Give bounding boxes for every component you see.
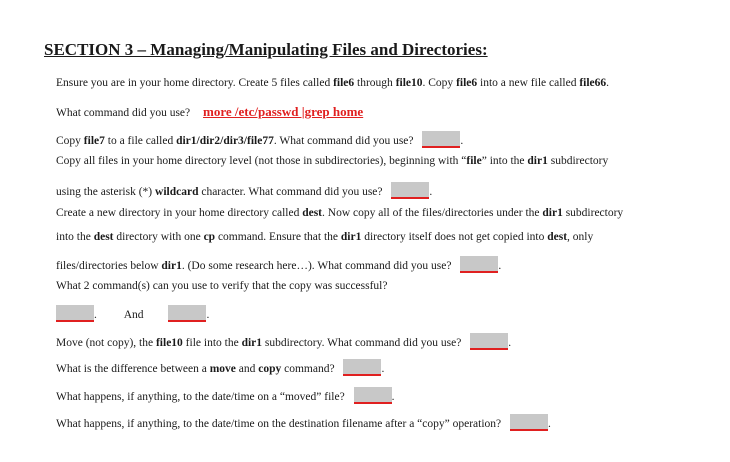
text-run: command. Ensure that the (215, 231, 341, 243)
bold-term: file6 (456, 77, 478, 89)
text-run: Copy (56, 135, 84, 147)
text-run: Move (not copy), the (56, 337, 156, 349)
bold-term: copy (258, 363, 282, 375)
text-run: to a file called (104, 135, 177, 147)
text-run: . (606, 77, 610, 89)
text-run: command? (281, 363, 338, 375)
instruction-line-4 (56, 155, 608, 167)
bold-term: file (466, 155, 482, 167)
text-run: What happens, if anything, to the date/time on the destination filename after a “copy” operation? (56, 418, 505, 430)
bold-term: dest (302, 207, 323, 219)
instruction-line-11 (56, 333, 511, 350)
text-run: using the asterisk (*) (56, 186, 156, 198)
text-run: Copy all files in your home directory level (not those in subdirectories), beginning with “ (56, 155, 467, 167)
instruction-line-6 (56, 207, 623, 219)
and-label: And (123, 309, 144, 321)
question-text (56, 107, 190, 119)
bold-term: file6 (333, 77, 355, 89)
instruction-line-13 (56, 387, 394, 404)
blank-pair-row: . And . (56, 305, 209, 322)
text-run: What happens, if anything, to the date/time on a “moved” file? (56, 391, 348, 403)
answer-blank[interactable] (460, 256, 498, 273)
instruction-line-2 (56, 104, 363, 120)
bold-term: dir1 (527, 155, 548, 167)
text-run: Ensure you are in your home directory. Create 5 files called (56, 77, 334, 89)
instruction-line-9 (56, 280, 387, 292)
text-run: ” into the (481, 155, 528, 167)
text-run: into the (56, 231, 94, 243)
instruction-line-8 (56, 256, 501, 273)
text-run: into a new file called (477, 77, 580, 89)
text-run: What 2 command(s) can you use to verify that the copy was successful? (56, 280, 388, 292)
answer-blank[interactable] (510, 414, 548, 431)
period: . (391, 391, 395, 403)
bold-term: dir1/dir2/dir3/file77 (176, 135, 274, 147)
text-run: . (Do some research here…). What command did you use? (181, 260, 455, 272)
text-run: . Copy (422, 77, 457, 89)
answer-blank[interactable] (470, 333, 508, 350)
answer-text: more /etc/passwd |grep home (203, 104, 364, 119)
text-run: through (354, 77, 396, 89)
text-run: What command did you use? (56, 107, 191, 119)
text-run: What is the difference between a (56, 363, 210, 375)
period: . (548, 418, 551, 430)
bold-term: file66 (579, 77, 607, 89)
instruction-line-5 (56, 182, 432, 199)
instruction-line-12 (56, 359, 384, 376)
bold-term: wildcard (155, 186, 199, 198)
answer-blank[interactable] (168, 305, 206, 322)
bold-term: cp (203, 231, 216, 243)
bold-term: dest (547, 231, 568, 243)
bold-term: dir1 (161, 260, 182, 272)
text-run: directory with one (113, 231, 204, 243)
bold-term: dir1 (241, 337, 263, 349)
instruction-line-3 (56, 131, 463, 148)
text-run: subdirectory (562, 207, 624, 219)
bold-term: file7 (83, 135, 105, 147)
text-run: , only (567, 231, 594, 243)
answer-blank[interactable] (56, 305, 94, 322)
answer-blank[interactable] (422, 131, 460, 148)
period: . (460, 135, 464, 147)
text-run: subdirectory (547, 155, 609, 167)
period: . (508, 337, 512, 349)
bold-term: dir1 (542, 207, 563, 219)
text-run: . Now copy all of the files/directories under the (322, 207, 543, 219)
period: . (498, 260, 502, 272)
section-title: SECTION 3 – Managing/Manipulating Files and Directories: (44, 40, 488, 59)
answer-blank[interactable] (391, 182, 429, 199)
text-run: Create a new directory in your home directory called (56, 207, 303, 219)
text-run: subdirectory. What command did you use? (262, 337, 465, 349)
period: . (429, 186, 433, 198)
text-run: character. What command did you use? (198, 186, 386, 198)
bold-term: dest (93, 231, 114, 243)
text-run: . What command did you use? (273, 135, 417, 147)
bold-term: move (209, 363, 236, 375)
text-run: file into the (182, 337, 242, 349)
bold-term: dir1 (340, 231, 362, 243)
answer-blank[interactable] (343, 359, 381, 376)
instruction-line-1 (56, 77, 609, 89)
text-run: and (235, 363, 259, 375)
instruction-line-14 (56, 414, 551, 431)
answer-blank[interactable] (354, 387, 392, 404)
text-run: directory itself does not get copied into (361, 231, 548, 243)
text-run: files/directories below (56, 260, 162, 272)
bold-term: file10 (395, 77, 423, 89)
period: . (381, 363, 385, 375)
instruction-line-7 (56, 231, 593, 243)
bold-term: file10 (155, 337, 183, 349)
